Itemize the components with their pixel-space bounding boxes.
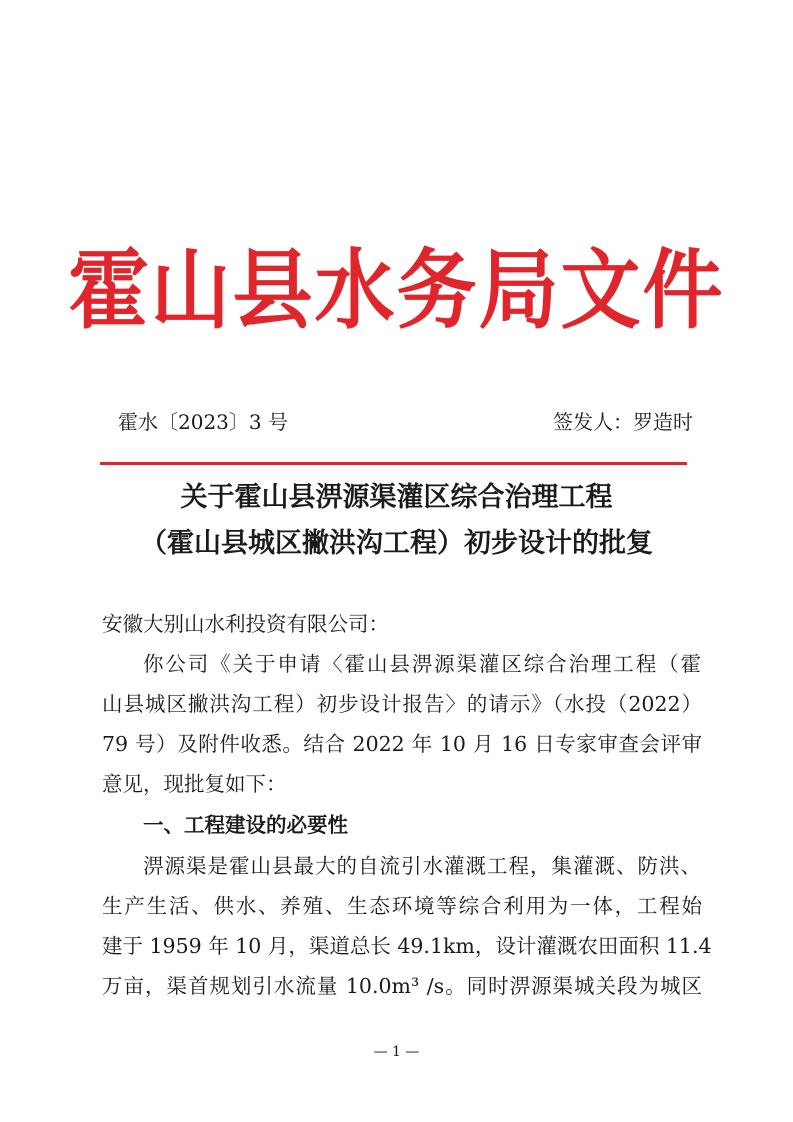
red-divider-line bbox=[100, 462, 687, 465]
document-title-line-1: 关于霍山县淠源渠灌区综合治理工程 bbox=[180, 482, 613, 513]
page-number: — 1 — bbox=[373, 1044, 420, 1060]
section-1-heading: 一、工程建设的必要性 bbox=[143, 813, 348, 837]
signer: 签发人：罗造时 bbox=[553, 410, 693, 434]
recipient-line: 安徽大别山水利投资有限公司： bbox=[102, 612, 389, 636]
paragraph-1-line-1: 你公司《关于申请〈霍山县淠源渠灌区综合治理工程（霍 bbox=[143, 652, 701, 676]
paragraph-1-line-4: 意见，现批复如下： bbox=[102, 772, 287, 796]
paragraph-1-line-2: 山县城区撇洪沟工程）初步设计报告〉的请示》（水投（2022） bbox=[102, 692, 702, 716]
document-title-line-2: （霍山县城区撇洪沟工程）初步设计的批复 bbox=[140, 528, 653, 559]
paragraph-1-line-3: 79 号）及附件收悉。结合 2022 年 10 月 16 日专家审查会评审 bbox=[102, 732, 702, 756]
paragraph-2-line-3: 建于 1959 年 10 月，渠道总长 49.1km，设计灌溉农田面积 11.4 bbox=[102, 934, 712, 958]
document-number: 霍水〔2023〕3 号 bbox=[118, 410, 288, 434]
paragraph-2-line-2: 生产生活、供水、养殖、生态环境等综合利用为一体，工程始 bbox=[102, 894, 702, 918]
document-masthead: 霍山县水务局文件 bbox=[68, 240, 725, 341]
paragraph-2-line-4: 万亩，渠首规划引水流量 10.0m³ /s。同时淠源渠城关段为城区 bbox=[102, 974, 702, 998]
paragraph-2-line-1: 淠源渠是霍山县最大的自流引水灌溉工程，集灌溉、防洪、 bbox=[143, 854, 701, 878]
